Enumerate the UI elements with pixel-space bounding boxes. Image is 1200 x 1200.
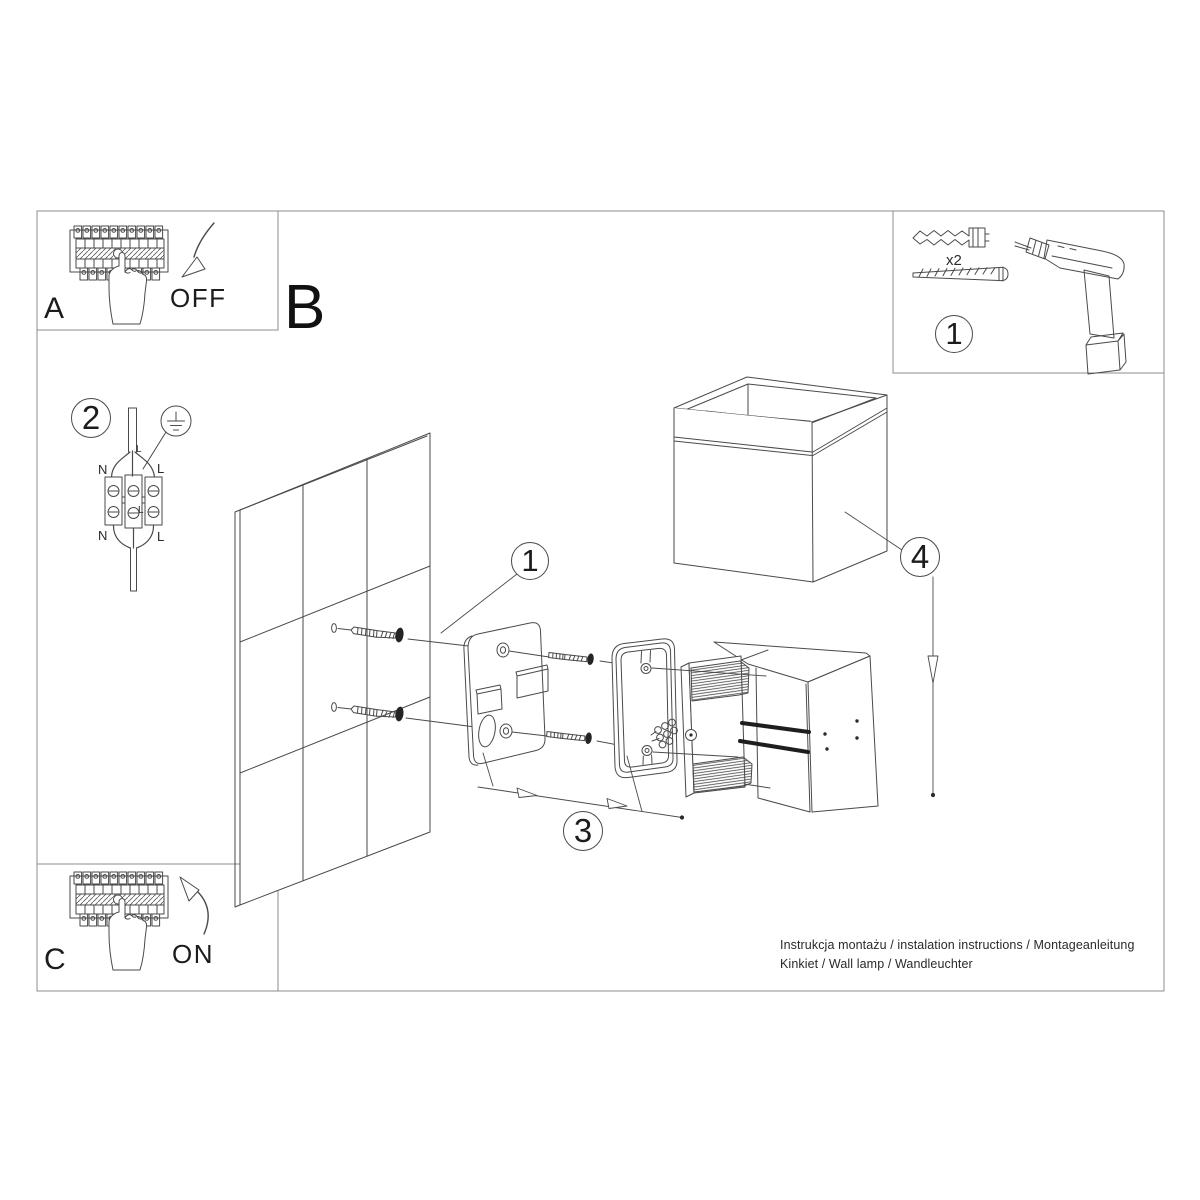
mounting-rods [740,723,809,752]
outer-frame [37,211,1164,991]
wire-label-n-top: N [98,462,108,477]
wire-label-l-cable: L [136,444,142,455]
supply-cable-top [112,408,155,477]
footer-line-1: Instrukcja montażu / instalation instructions / Montageanleitung [780,938,1135,952]
plate-screw-bottom [547,732,593,745]
panel-b-label: B [284,273,326,342]
footer-text [780,936,1135,974]
tools-art [913,228,1126,374]
screw-quantity: x2 [946,252,962,269]
wire-label-l-top: L [157,461,165,476]
tiled-wall [235,433,430,907]
tools-step-badge: 1 [935,315,973,353]
footer-line-2: Kinkiet / Wall lamp / Wandleuchter [780,957,973,971]
panel-a-state: OFF [170,283,227,313]
power-drill-icon [1015,238,1126,374]
wire-label-n-bottom: N [98,528,108,543]
panel-c-label: C [44,943,66,976]
screw-icon [913,267,1008,281]
slide-step-badge: 3 [563,811,603,851]
tools-box [893,211,1164,373]
wiring-diagram [105,406,191,591]
mounting-plate [464,623,548,765]
mount-step-badge: 1 [511,542,549,580]
curved-arrow-down-icon [182,223,214,277]
gasket-ring [612,639,677,778]
heatsink-fins-top [691,661,749,701]
plate-screw-top [549,653,595,666]
wiring-step-badge: 2 [71,398,111,438]
curved-arrow-up-icon [180,877,208,934]
wall-plug-anchor-icon [913,228,989,247]
panel-a-label: A [44,292,65,325]
wire-label-l-terminal: L [138,505,144,516]
supply-cable-bottom [113,525,153,591]
ground-symbol-icon [143,406,191,469]
cover-step-badge: 4 [900,537,940,577]
panel-c-state: ON [172,939,214,969]
terminal-block [105,475,162,528]
wire-label-l-bottom: L [157,529,165,544]
main-border [37,211,1164,991]
cube-shade [674,377,887,582]
